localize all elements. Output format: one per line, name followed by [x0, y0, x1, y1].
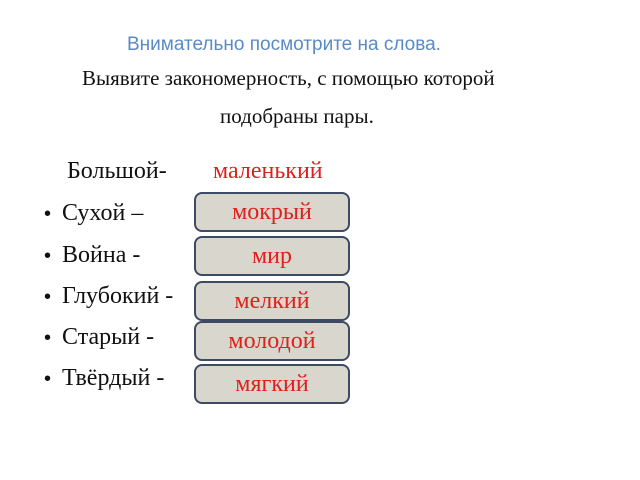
list-item [44, 322, 154, 352]
list-item [44, 363, 164, 393]
bullet-icon: • [44, 245, 52, 267]
bullet-icon: • [44, 286, 52, 308]
example-word: Большой- [67, 158, 167, 184]
answer-box-mir[interactable]: мир [194, 236, 350, 276]
bullet-icon: • [44, 368, 52, 390]
list-item [44, 240, 140, 270]
bullet-icon: • [44, 327, 52, 349]
example-answer: маленький [213, 158, 323, 184]
answer-box-mokryi[interactable]: мокрый [194, 192, 350, 232]
answer-box-molodoi[interactable]: молодой [194, 321, 350, 361]
slide-heading: Внимательно посмотрите на слова. [127, 34, 441, 55]
answer-box-melkii[interactable]: мелкий [194, 281, 350, 321]
task-line-2: подобраны пары. [220, 104, 374, 128]
answer-box-myagkii[interactable]: мягкий [194, 364, 350, 404]
list-item-word: Твёрдый - [62, 365, 165, 391]
list-item [44, 198, 143, 228]
list-item-word: Старый - [62, 324, 155, 350]
list-item-word: Война - [62, 242, 141, 268]
list-item-word: Глубокий - [62, 283, 174, 309]
task-line-1: Выявите закономерность, с помощью которой [82, 66, 495, 90]
list-item-word: Сухой – [62, 200, 144, 226]
bullet-icon: • [44, 203, 52, 225]
list-item [44, 281, 173, 311]
